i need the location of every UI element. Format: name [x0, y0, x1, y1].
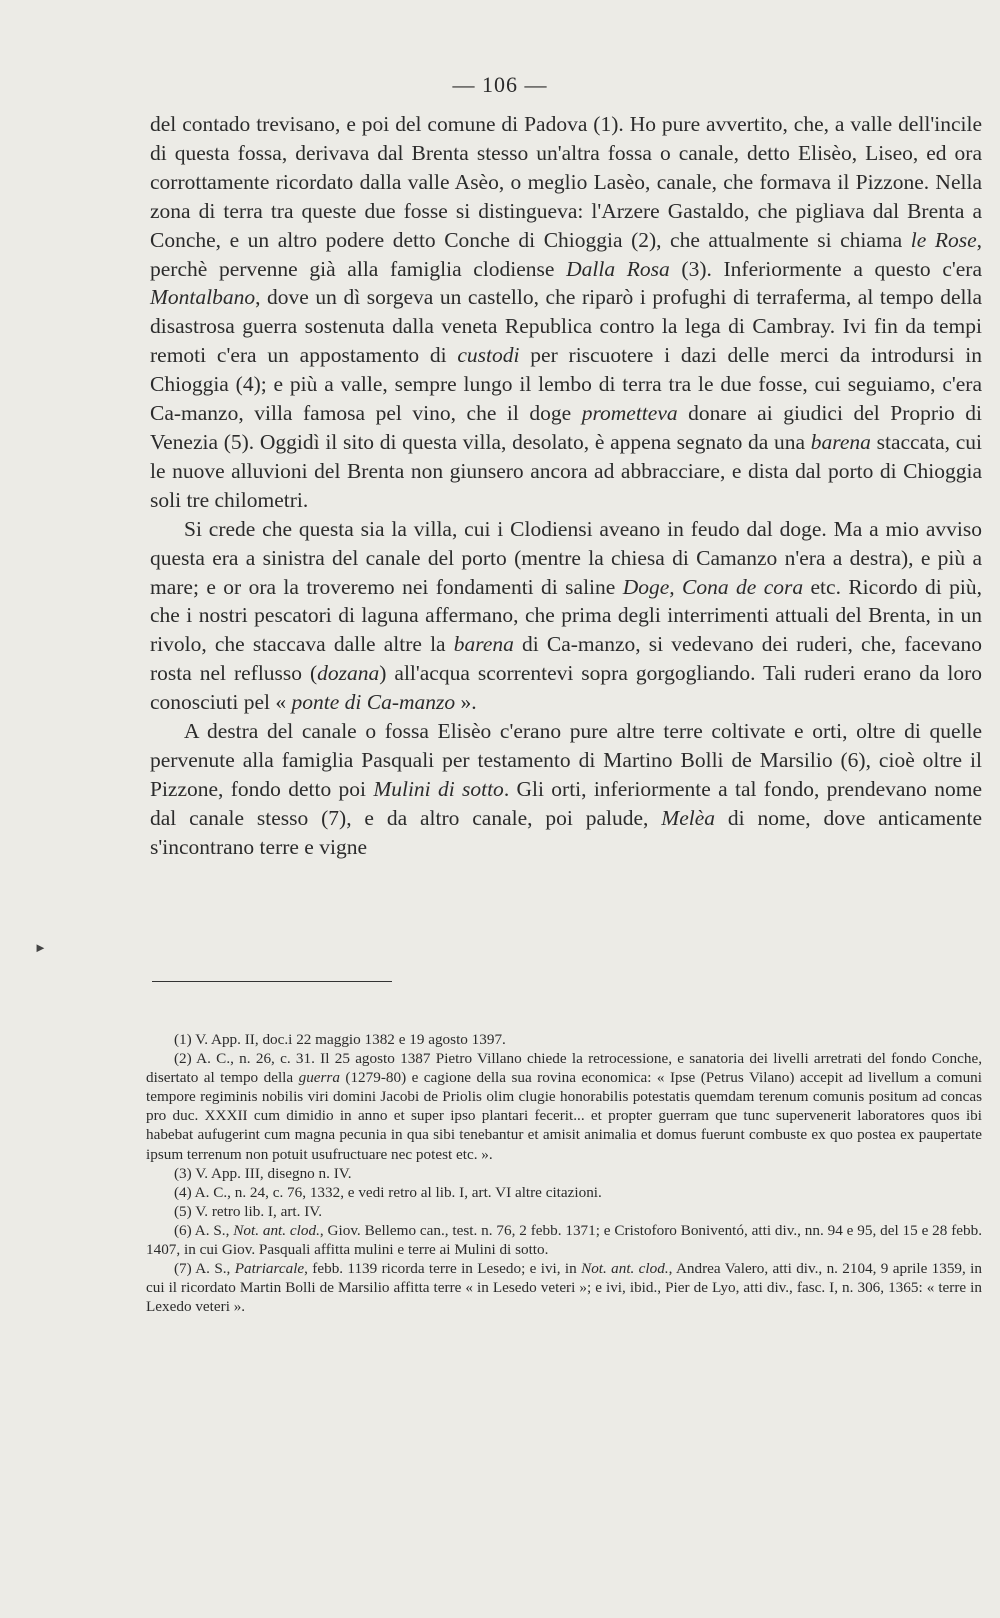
footnote-3 [146, 1164, 982, 1183]
text-run: , dove un dì sorgeva un castello, che riparò i profughi di terraferma, al tempo della disastrosa guerra sostenuta dalla veneta Republica contro la lega di Cambray. Ivi fin da tempi remoti c'era un appostamento di [150, 285, 982, 368]
italic-text: ponte di Ca-manzo [291, 690, 456, 715]
text-run: , Andrea Valero, atti div., n. 2104, 9 aprile 1359, in cui il ricordato Martin Bolli de Marsilio affitta terre « in Lesedo veteri »; e ivi, ibid., Pier de Lyo, atti div., fasc. I, n. 306, 1365: « terre in Lexedo veteri ». [146, 1260, 982, 1316]
text-run: Si crede che questa sia la villa, cui i Clodiensi aveano in feudo dal doge. Ma a mio avviso questa era a sinistra del canale del porto (mentre la chiesa di Camanzo n'era a destra), e più a mare; e or ora la troveremo nei fondamenti di saline [150, 516, 982, 599]
footnote-2 [146, 1049, 982, 1164]
text-run: A destra del canale o fossa Elisèo c'erano pure altre terre coltivate e orti, oltre di quelle pervenute alla famiglia Pasquali per testamento di Martino Bolli de Marsilio (6), cioè oltre il Pizzone, fondo detto poi [150, 719, 982, 801]
italic-text: Patriarcale [234, 1260, 305, 1278]
italic-text: prometteva [581, 401, 678, 426]
text-run: di Ca-manzo, si vedevano dei ruderi, che, facevano rosta nel reflusso ( [150, 632, 982, 686]
text-run: (5) V. retro lib. I, art. IV. [174, 1202, 323, 1220]
italic-text: Montalbano [150, 285, 256, 310]
text-run: (1) V. App. II, doc.i 22 maggio 1382 e 19 agosto 1397. [174, 1031, 506, 1048]
text-run: per riscuotere i dazi delle merci da introdursi in Chioggia (4); e più a valle, sempre lungo il lembo di terra tra le due fosse, cui seguiamo, c'era Ca-manzo, villa famosa pel vino, che il doge [150, 343, 982, 426]
italic-text: Melèa [661, 805, 716, 830]
text-run: ». [455, 690, 477, 715]
paragraph-1 [150, 110, 982, 515]
italic-text: barena [810, 429, 871, 454]
text-run: (6) A. S., [174, 1221, 234, 1239]
text-run: (3). Inferiormente a questo c'era [669, 256, 982, 281]
italic-text: Dalla Rosa [566, 256, 670, 281]
footnote-separator [152, 981, 392, 982]
footnote-6 [146, 1221, 982, 1259]
text-run: , Giov. Bellemo can., test. n. 76, 2 febb. 1371; e Cristoforo Boniventó, atti div., nn. 94 e 95, del 15 e 28 febb. 1407, in cui Giov. Pasquali affitta mulini e terre ai Mulini di sotto. [146, 1221, 982, 1259]
footnote-7 [146, 1259, 982, 1316]
italic-text: Not. ant. clod. [581, 1260, 669, 1278]
text-run: , perchè pervenne già alla famiglia clodiense [150, 227, 982, 281]
italic-text: Doge, Cona de cora [622, 574, 804, 599]
footnote-4 [146, 1183, 982, 1202]
italic-text: guerra [298, 1069, 340, 1087]
footnotes [146, 1030, 982, 1316]
italic-text: dozana [317, 661, 380, 686]
footnote-5 [146, 1202, 982, 1221]
text-run: . Gli orti, inferiormente a tal fondo, prendevano nome dal canale stesso (7), e da altro canale, poi palude, [150, 776, 983, 830]
italic-text: le Rose [910, 227, 977, 252]
text-run: etc. Ricordo di più, che i nostri pescatori di laguna affermano, che prima degli interrimenti attuali del Brenta, in un rivolo, che staccava dalle altre la [150, 574, 982, 657]
text-run: (1279-80) e cagione della sua rovina economica: « Ipse (Petrus Vilano) accepit ad livellum a comuni tempore regiminis nobilis viri domini Jacobi de Priolis olim clugie honorabilis potestatis quemdam terenum comunis positum ad concas pro duc. XXXII cum dimidio in anno et super ipso plantari fecerit... et propter guerram que tunc supervenerit laboratores quos ibi habebat aufugerint cum magna pecunia in qua sibi tenebantur et amisit animalia et domus fuerunt combuste ex quo postea ex paupertate ipsum terrenum non potuit usufructuare nec potest etc. ». [146, 1069, 982, 1163]
text-run: , febb. 1139 ricorda terre in Lesedo; e ivi, in [304, 1260, 582, 1278]
page-number: — 106 — [452, 72, 548, 97]
paragraph-2 [150, 515, 982, 717]
italic-text: barena [453, 632, 514, 657]
italic-text: custodi [457, 343, 520, 368]
paragraph-3 [150, 717, 982, 862]
text-run: (4) A. C., n. 24, c. 76, 1332, e vedi retro al lib. I, art. VI altre citazioni. [174, 1183, 602, 1201]
text-run: (2) A. C., n. 26, c. 31. Il 25 agosto 1387 Pietro Villano chiede la retrocessione, e sanatoria dei livelli arretrati del fondo Conche, disertato al tempo della [146, 1050, 982, 1087]
italic-text: Mulini di sotto [373, 776, 504, 801]
text-run: di nome, dove anticamente s'incontrano terre e vigne [150, 805, 982, 859]
text-run: del contado trevisano, e poi del comune di Padova (1). Ho pure avvertito, che, a valle dell'incile di questa fossa, derivava dal Brenta stesso un'altra fossa o canale, detto Elisèo, Liseo, ed ora corrottamente ricordato dalla valle Asèo, o meglio Lasèo, canale, che formava il Pizzone. Nella zona di terra tra queste due fosse si distingueva: l'Arzere Gastaldo, che pigliava dal Brenta a Conche, e un altro podere detto Conche di Chioggia (2), che attualmente si chiama [150, 112, 982, 252]
margin-mark: ► [34, 940, 47, 955]
text-run: (7) A. S., [174, 1260, 235, 1278]
footnote-1 [146, 1030, 982, 1049]
text-run: ) all'acqua scorrentevi sopra gorgogliando. Tali ruderi erano da loro conosciuti pel « [150, 661, 982, 715]
text-run: staccata, cui le nuove alluvioni del Brenta non giunsero ancora ad abbracciare, e dista dal porto di Chioggia soli tre chilometri. [150, 429, 982, 512]
text-run: donare ai giudici del Proprio di Venezia (5). Oggidì il sito di questa villa, desolato, è appena segnato da una [150, 401, 982, 454]
text-run: (3) V. App. III, disegno n. IV. [174, 1164, 352, 1182]
italic-text: Not. ant. clod. [233, 1221, 320, 1239]
main-text [150, 110, 982, 862]
